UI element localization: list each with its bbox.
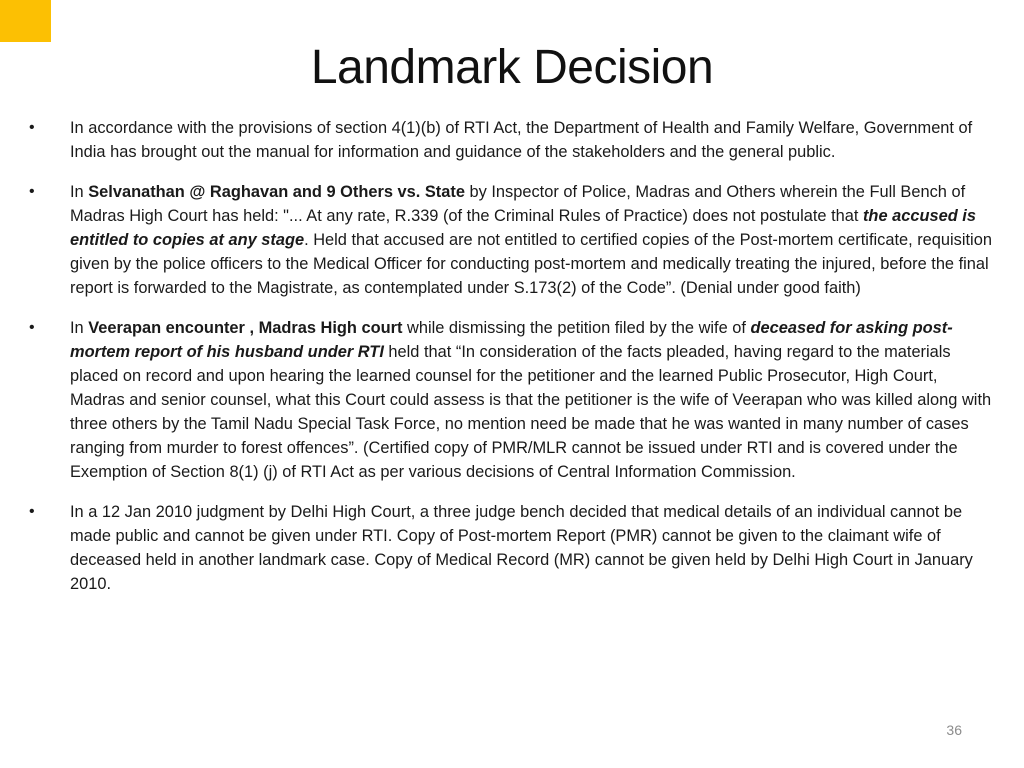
page-number: 36	[946, 722, 962, 738]
bullet-item-1	[26, 116, 992, 164]
bullet-text-pre: In	[70, 183, 89, 201]
bullet-text-pre: In	[70, 319, 89, 337]
bullet-dot-icon: •	[29, 119, 35, 136]
bullet-item-2	[26, 180, 992, 300]
bullet-text: In a 12 Jan 2010 judgment by Delhi High Court, a three judge bench decided that medical details of an individual cannot be made public and cannot be given under RTI. Copy of Post-mortem Report (PMR) cannot be given to the claimant wife of deceased held in another landmark case. Copy of Medical Record (MR) cannot be given held by Delhi High Court in January 2010.	[70, 503, 973, 593]
bullet-text: In accordance with the provisions of section 4(1)(b) of RTI Act, the Department of Health and Family Welfare, Government of India has brought out the manual for information and guidance of the stakeholders and the general public.	[70, 119, 973, 161]
slide-title: Landmark Decision	[310, 41, 714, 94]
case-name: Veerapan encounter , Madras High court	[88, 319, 403, 337]
emphasis-text: deceased for asking post-mortem report of his husband under RTI	[70, 319, 953, 361]
bullet-dot-icon: •	[29, 183, 35, 200]
bullet-text-mid: by Inspector of Police, Madras and Others wherein the Full Bench of Madras High Court has held: "... At any rate, R.339 (of the Criminal Rules of Practice) does not postulate that	[70, 183, 966, 225]
bullet-text-post: . Held that accused are not entitled to certified copies of the Post-mortem certificate, requisition given by the police officers to the Medical Officer for conducting post-mortem and medically treating the injured, before the final report is forwarded to the Magistrate, as contemplated under S.173(2) of the Code”. (Denial under good faith)	[70, 231, 992, 297]
bullet-item-4	[26, 500, 992, 596]
case-name: Selvanathan @ Raghavan and 9 Others vs. State	[88, 183, 465, 201]
bullet-text-post: held that “In consideration of the facts pleaded, having regard to the materials placed on record and upon hearing the learned counsel for the petitioner and the learned Public Prosecutor, High Court, Madras and senior counsel, what this Court could assess is that the petitioner is the wife of Veerapan who was killed along with three others by the Tamil Nadu Special Task Force, no mention need be made that he was wanted in many number of cases ranging from murder to forest offences”. (Certified copy of PMR/MLR cannot be issued under RTI and is covered under the Exemption of Section 8(1) (j) of RTI Act as per various decisions of Central Information Commission.	[70, 343, 992, 481]
bullet-text-mid: while dismissing the petition filed by the wife of	[402, 319, 751, 337]
bullet-dot-icon: •	[29, 503, 35, 520]
bullet-list	[26, 116, 992, 612]
emphasis-text: the accused is entitled to copies at any stage	[70, 207, 976, 249]
bullet-dot-icon: •	[29, 319, 35, 336]
corner-accent-square	[0, 0, 51, 42]
bullet-item-3	[26, 316, 992, 484]
